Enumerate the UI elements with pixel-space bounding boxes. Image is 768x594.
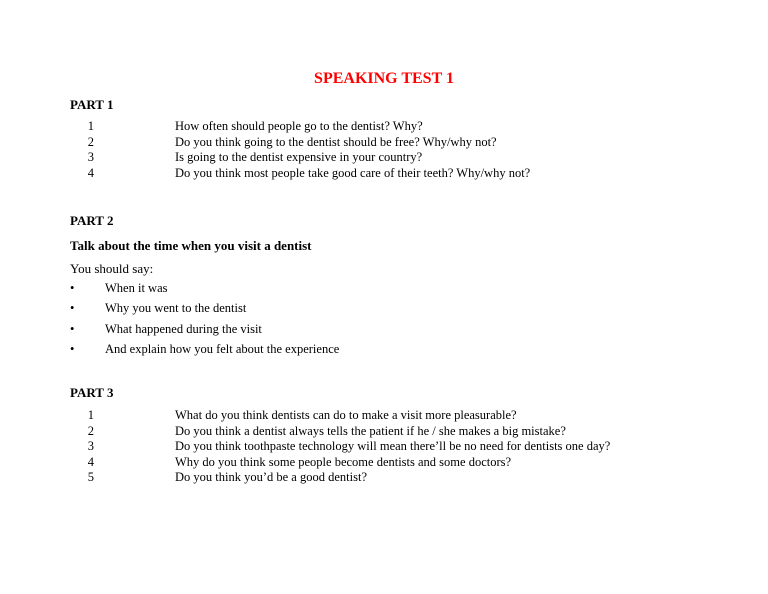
item-text: Is going to the dentist expensive in your country? xyxy=(175,150,423,164)
item-text: Do you think going to the dentist should be free? Why/why not? xyxy=(175,134,497,149)
item-number: 2 xyxy=(87,134,94,149)
part3-heading: PART 3 xyxy=(70,385,114,400)
part1-heading: PART 1 xyxy=(70,97,114,112)
item-number: 1 xyxy=(87,119,94,133)
part3-question-list xyxy=(70,408,611,486)
list-item xyxy=(70,408,517,424)
part2-heading: PART 2 xyxy=(70,213,114,228)
item-number: 1 xyxy=(87,408,94,422)
part2-topic: Talk about the time when you visit a dentist xyxy=(70,238,312,253)
item-number: 5 xyxy=(87,470,94,484)
list-item xyxy=(70,470,367,486)
item-text: What do you think dentists can do to make a visit more pleasurable? xyxy=(175,408,517,422)
list-item xyxy=(70,119,423,135)
item-text: Why do you think some people become dentists and some doctors? xyxy=(175,454,512,469)
item-number: 3 xyxy=(87,439,94,453)
list-item xyxy=(70,150,423,166)
item-text: How often should people go to the dentist? Why? xyxy=(175,119,423,133)
item-number: 2 xyxy=(87,423,94,438)
bullet-icon: • xyxy=(70,341,75,356)
bullet-icon: • xyxy=(70,301,75,316)
part1-question-list xyxy=(70,119,531,181)
item-text: And explain how you felt about the experience xyxy=(105,341,340,356)
list-item xyxy=(70,454,512,471)
item-text: Do you think toothpaste technology will mean there’ll be no need for dentists one day? xyxy=(175,439,611,453)
list-item xyxy=(70,134,497,151)
item-text: Do you think a dentist always tells the patient if he / she makes a big mistake? xyxy=(175,423,566,438)
item-text: Why you went to the dentist xyxy=(105,301,247,316)
part2-intro: You should say: xyxy=(70,261,154,276)
bullet-icon: • xyxy=(70,321,75,336)
bullet-icon: • xyxy=(70,281,75,295)
list-item xyxy=(70,439,611,455)
item-text: When it was xyxy=(105,281,168,295)
item-text: Do you think most people take good care of their teeth? Why/why not? xyxy=(175,165,531,180)
list-item xyxy=(70,423,566,440)
item-number: 4 xyxy=(87,165,94,180)
item-text: What happened during the visit xyxy=(105,321,262,336)
list-item xyxy=(70,165,531,182)
item-text: Do you think you’d be a good dentist? xyxy=(175,470,367,484)
item-number: 3 xyxy=(87,150,94,164)
page-title: SPEAKING TEST 1 xyxy=(314,70,454,87)
item-number: 4 xyxy=(87,454,94,469)
